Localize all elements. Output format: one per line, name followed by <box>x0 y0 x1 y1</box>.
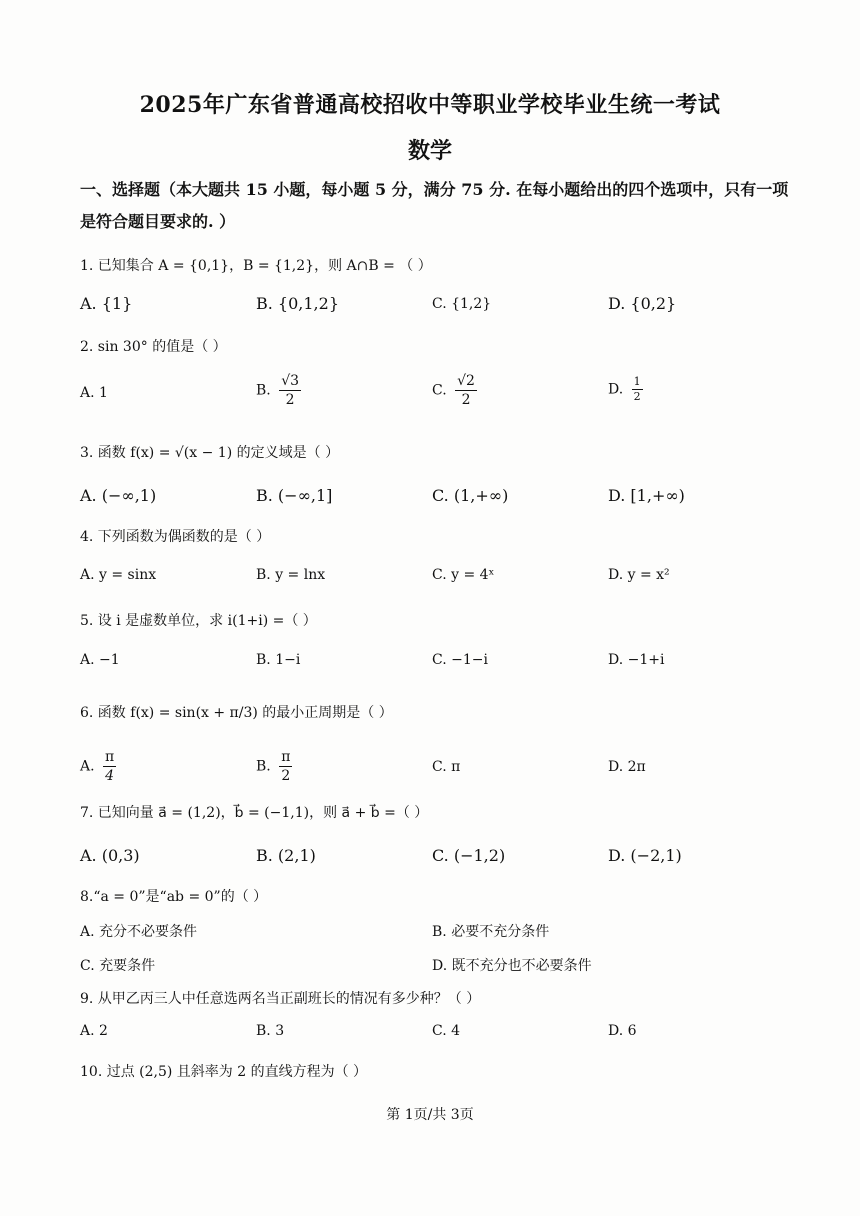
numerator: π <box>281 749 291 765</box>
question-8-option-c: C. 充要条件 <box>80 958 156 974</box>
question-4-option-a: A. y = sinx <box>80 567 157 583</box>
exam-subject: 数学 <box>407 138 452 164</box>
question-3-option-a: A. (−∞,1) <box>80 486 157 505</box>
question-7-option-c: C. (−1,2) <box>432 846 506 865</box>
option-letter: B. <box>256 382 271 399</box>
question-3-stem: 3. 函数 f(x) = √(x − 1) 的定义域是（ ） <box>80 445 340 461</box>
question-5-option-a: A. −1 <box>80 652 120 668</box>
question-9-option-a: A. 2 <box>80 1023 108 1039</box>
question-8-stem: 8.“a = 0”是“ab = 0”的（ ） <box>80 889 268 905</box>
question-1-stem: 1. 已知集合 A = {0,1}，B = {1,2}，则 A∩B = （ ） <box>80 258 432 274</box>
question-3-option-d: D. [1,+∞) <box>608 486 685 505</box>
question-1-option-c: C. {1,2} <box>432 296 492 312</box>
question-6-option-b <box>256 748 292 785</box>
question-2-option-c <box>432 372 477 409</box>
denominator: 2 <box>285 392 295 408</box>
denominator: 4 <box>105 768 115 784</box>
numerator: π <box>105 749 115 765</box>
question-6-option-a <box>80 748 116 785</box>
question-4-option-b: B. y = lnx <box>256 567 326 583</box>
page-number: 第 1页/共 3页 <box>386 1107 474 1123</box>
question-1-option-d: D. {0,2} <box>608 294 677 313</box>
option-letter: C. <box>432 382 447 399</box>
question-7-option-b: B. (2,1) <box>256 846 316 865</box>
question-8-option-d: D. 既不充分也不必要条件 <box>432 958 592 974</box>
question-8-option-a: A. 充分不必要条件 <box>80 924 198 940</box>
question-2-option-d <box>608 375 643 404</box>
fraction <box>455 372 477 409</box>
question-7-stem: 7. 已知向量 a⃗ = (1,2)，b⃗ = (−1,1)，则 a⃗ + b⃗ =（ ） <box>80 805 429 821</box>
question-10-stem: 10. 过点 (2,5) 且斜率为 2 的直线方程为（ ） <box>80 1064 368 1080</box>
denominator: 2 <box>633 390 641 403</box>
question-9-option-d: D. 6 <box>608 1023 637 1039</box>
question-9-stem: 9. 从甲乙丙三人中任意选两名当正副班长的情况有多少种？（ ） <box>80 991 481 1007</box>
question-5-stem: 5. 设 i 是虚数单位，求 i(1+i) =（ ） <box>80 613 317 629</box>
question-4-stem: 4. 下列函数为偶函数的是（ ） <box>80 529 271 545</box>
question-9-option-c: C. 4 <box>432 1023 461 1039</box>
option-letter: D. <box>608 381 624 398</box>
question-6-stem: 6. 函数 f(x) = sin(x + π/3) 的最小正周期是（ ） <box>80 705 393 721</box>
numerator: √2 <box>457 373 475 389</box>
question-8-option-b: B. 必要不充分条件 <box>432 924 550 940</box>
question-1-option-a: A. {1} <box>80 294 133 313</box>
denominator: 2 <box>281 768 291 784</box>
fraction <box>632 375 643 404</box>
question-5-option-d: D. −1+i <box>608 652 665 668</box>
question-6-option-d: D. 2π <box>608 759 646 775</box>
question-9-option-b: B. 3 <box>256 1023 285 1039</box>
question-3-option-c: C. (1,+∞) <box>432 486 509 505</box>
fraction <box>103 748 116 785</box>
question-5-option-c: C. −1−i <box>432 652 488 668</box>
question-3-option-b: B. (−∞,1] <box>256 486 333 505</box>
section-heading: 一、选择题（本大题共 15 小题，每小题 5 分，满分 75 分. 在每小题给出的四个选项中，只有一项是符合题目要求的. ） <box>80 180 789 231</box>
question-6-option-c: C. π <box>432 759 461 775</box>
option-letter: B. <box>256 758 271 775</box>
question-1-option-b: B. {0,1,2} <box>256 294 339 313</box>
option-letter: A. <box>80 758 95 775</box>
numerator: 1 <box>633 375 641 388</box>
question-2-option-b <box>256 372 301 409</box>
numerator: √3 <box>281 373 300 389</box>
exam-title: 2025年广东省普通高校招收中等职业学校毕业生统一考试 <box>139 92 721 118</box>
denominator: 2 <box>461 392 471 408</box>
question-4-option-d: D. y = x² <box>608 567 670 583</box>
question-7-option-d: D. (−2,1) <box>608 846 682 865</box>
question-2-option-a: A. 1 <box>80 385 108 401</box>
question-5-option-b: B. 1−i <box>256 652 301 668</box>
question-2-stem: 2. sin 30° 的值是（ ） <box>80 339 227 355</box>
fraction <box>279 748 292 785</box>
question-7-option-a: A. (0,3) <box>80 846 140 865</box>
fraction <box>279 372 301 409</box>
question-4-option-c: C. y = 4ˣ <box>432 567 495 583</box>
